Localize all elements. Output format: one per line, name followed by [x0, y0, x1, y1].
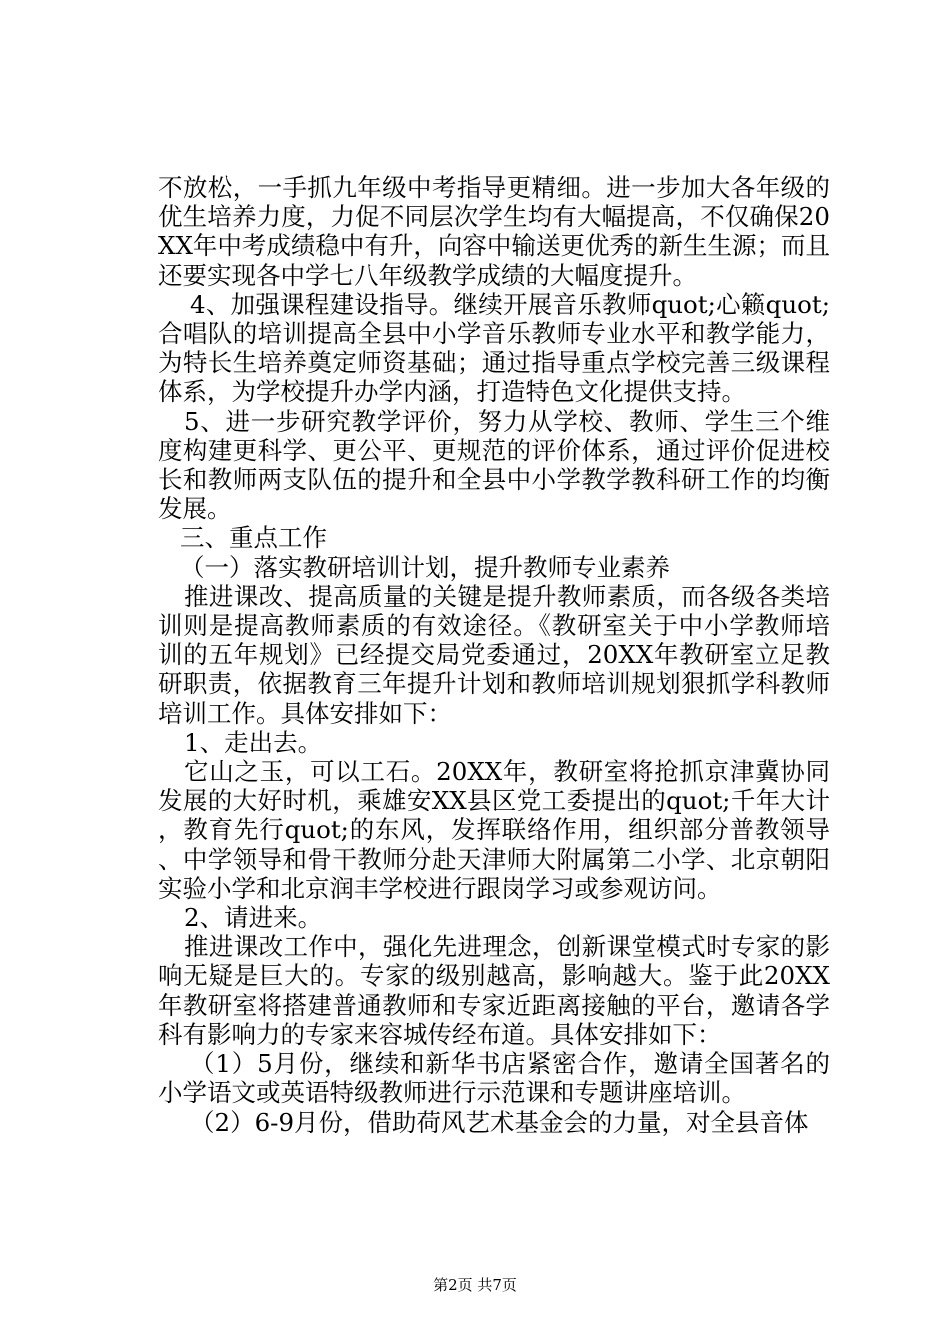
subsection-heading-1: （一）落实教研培训计划，提升教师专业素养 — [180, 552, 670, 582]
paragraph-item-5: 5、进一步研究教学评价，努力从学校、教师、学生三个维度构建更科学、更公平、更规范的评价体系，通过评价促进校长和教师两支队伍的提升和全县中小学教学教科研工作的均衡发展。 — [158, 406, 830, 524]
paragraph-invite-in: 推进课改工作中，强化先进理念，创新课堂模式时专家的影响无疑是巨大的。专家的级别越高，影响越大。鉴于此20XX年教研室将搭建普通教师和专家近距离接触的平台，邀请各学科有影响力的专家来容城传经布道。具体安排如下： — [158, 932, 830, 1049]
paragraph-training-intro: 推进课改、提高质量的关键是提升教师素质，而各级各类培训则是提高教师素质的有效途径。《教研室关于中小学教师培训的五年规划》已经提交局党委通过，20XX年教研室立足教研职责，依据教育三年提升计划和教师培训规划狠抓学科教师培训工作。具体安排如下： — [158, 581, 830, 728]
paragraph-sub-item-1: （1）5月份，继续和新华书店紧密合作，邀请全国著名的小学语文或英语特级教师进行示范课和专题讲座培训。 — [158, 1049, 830, 1108]
paragraph-item-4: 4、加强课程建设指导。继续开展音乐教师quot;心籁quot;合唱队的培训提高全县中小学音乐教师专业水平和教学能力，为特长生培养奠定师资基础；通过指导重点学校完善三级课程体系，为学校提升办学内涵，打造特色文化提供支持。 — [158, 289, 830, 407]
document-body — [158, 173, 830, 1137]
paragraph-go-out: 它山之玉，可以工石。20XX年，教研室将抢抓京津冀协同发展的大好时机，乘雄安XX县区党工委提出的quot;千年大计，教育先行quot;的东风，发挥联络作用，组织部分普教领导、中学领导和骨干教师分赴天津师大附属第二小学、北京朝阳实验小学和北京润丰学校进行跟岗学习或参观访问。 — [158, 757, 830, 903]
page-footer — [0, 1274, 950, 1295]
list-heading-go-out: 1、走出去。 — [184, 727, 323, 757]
paragraph-continuation: 不放松，一手抓九年级中考指导更精细。进一步加大各年级的优生培养力度，力促不同层次学生均有大幅提高，不仅确保20XX年中考成绩稳中有升，向容中输送更优秀的新生生源；而且还要实现各中学七八年级教学成绩的大幅度提升。 — [158, 173, 830, 290]
page-number-indicator: 第2页 共7页 — [433, 1276, 517, 1294]
list-heading-invite-in: 2、请进来。 — [184, 903, 323, 933]
section-heading-3: 三、重点工作 — [180, 523, 327, 553]
paragraph-sub-item-2: （2）6-9月份，借助荷风艺术基金会的力量，对全县音体 — [190, 1107, 809, 1137]
